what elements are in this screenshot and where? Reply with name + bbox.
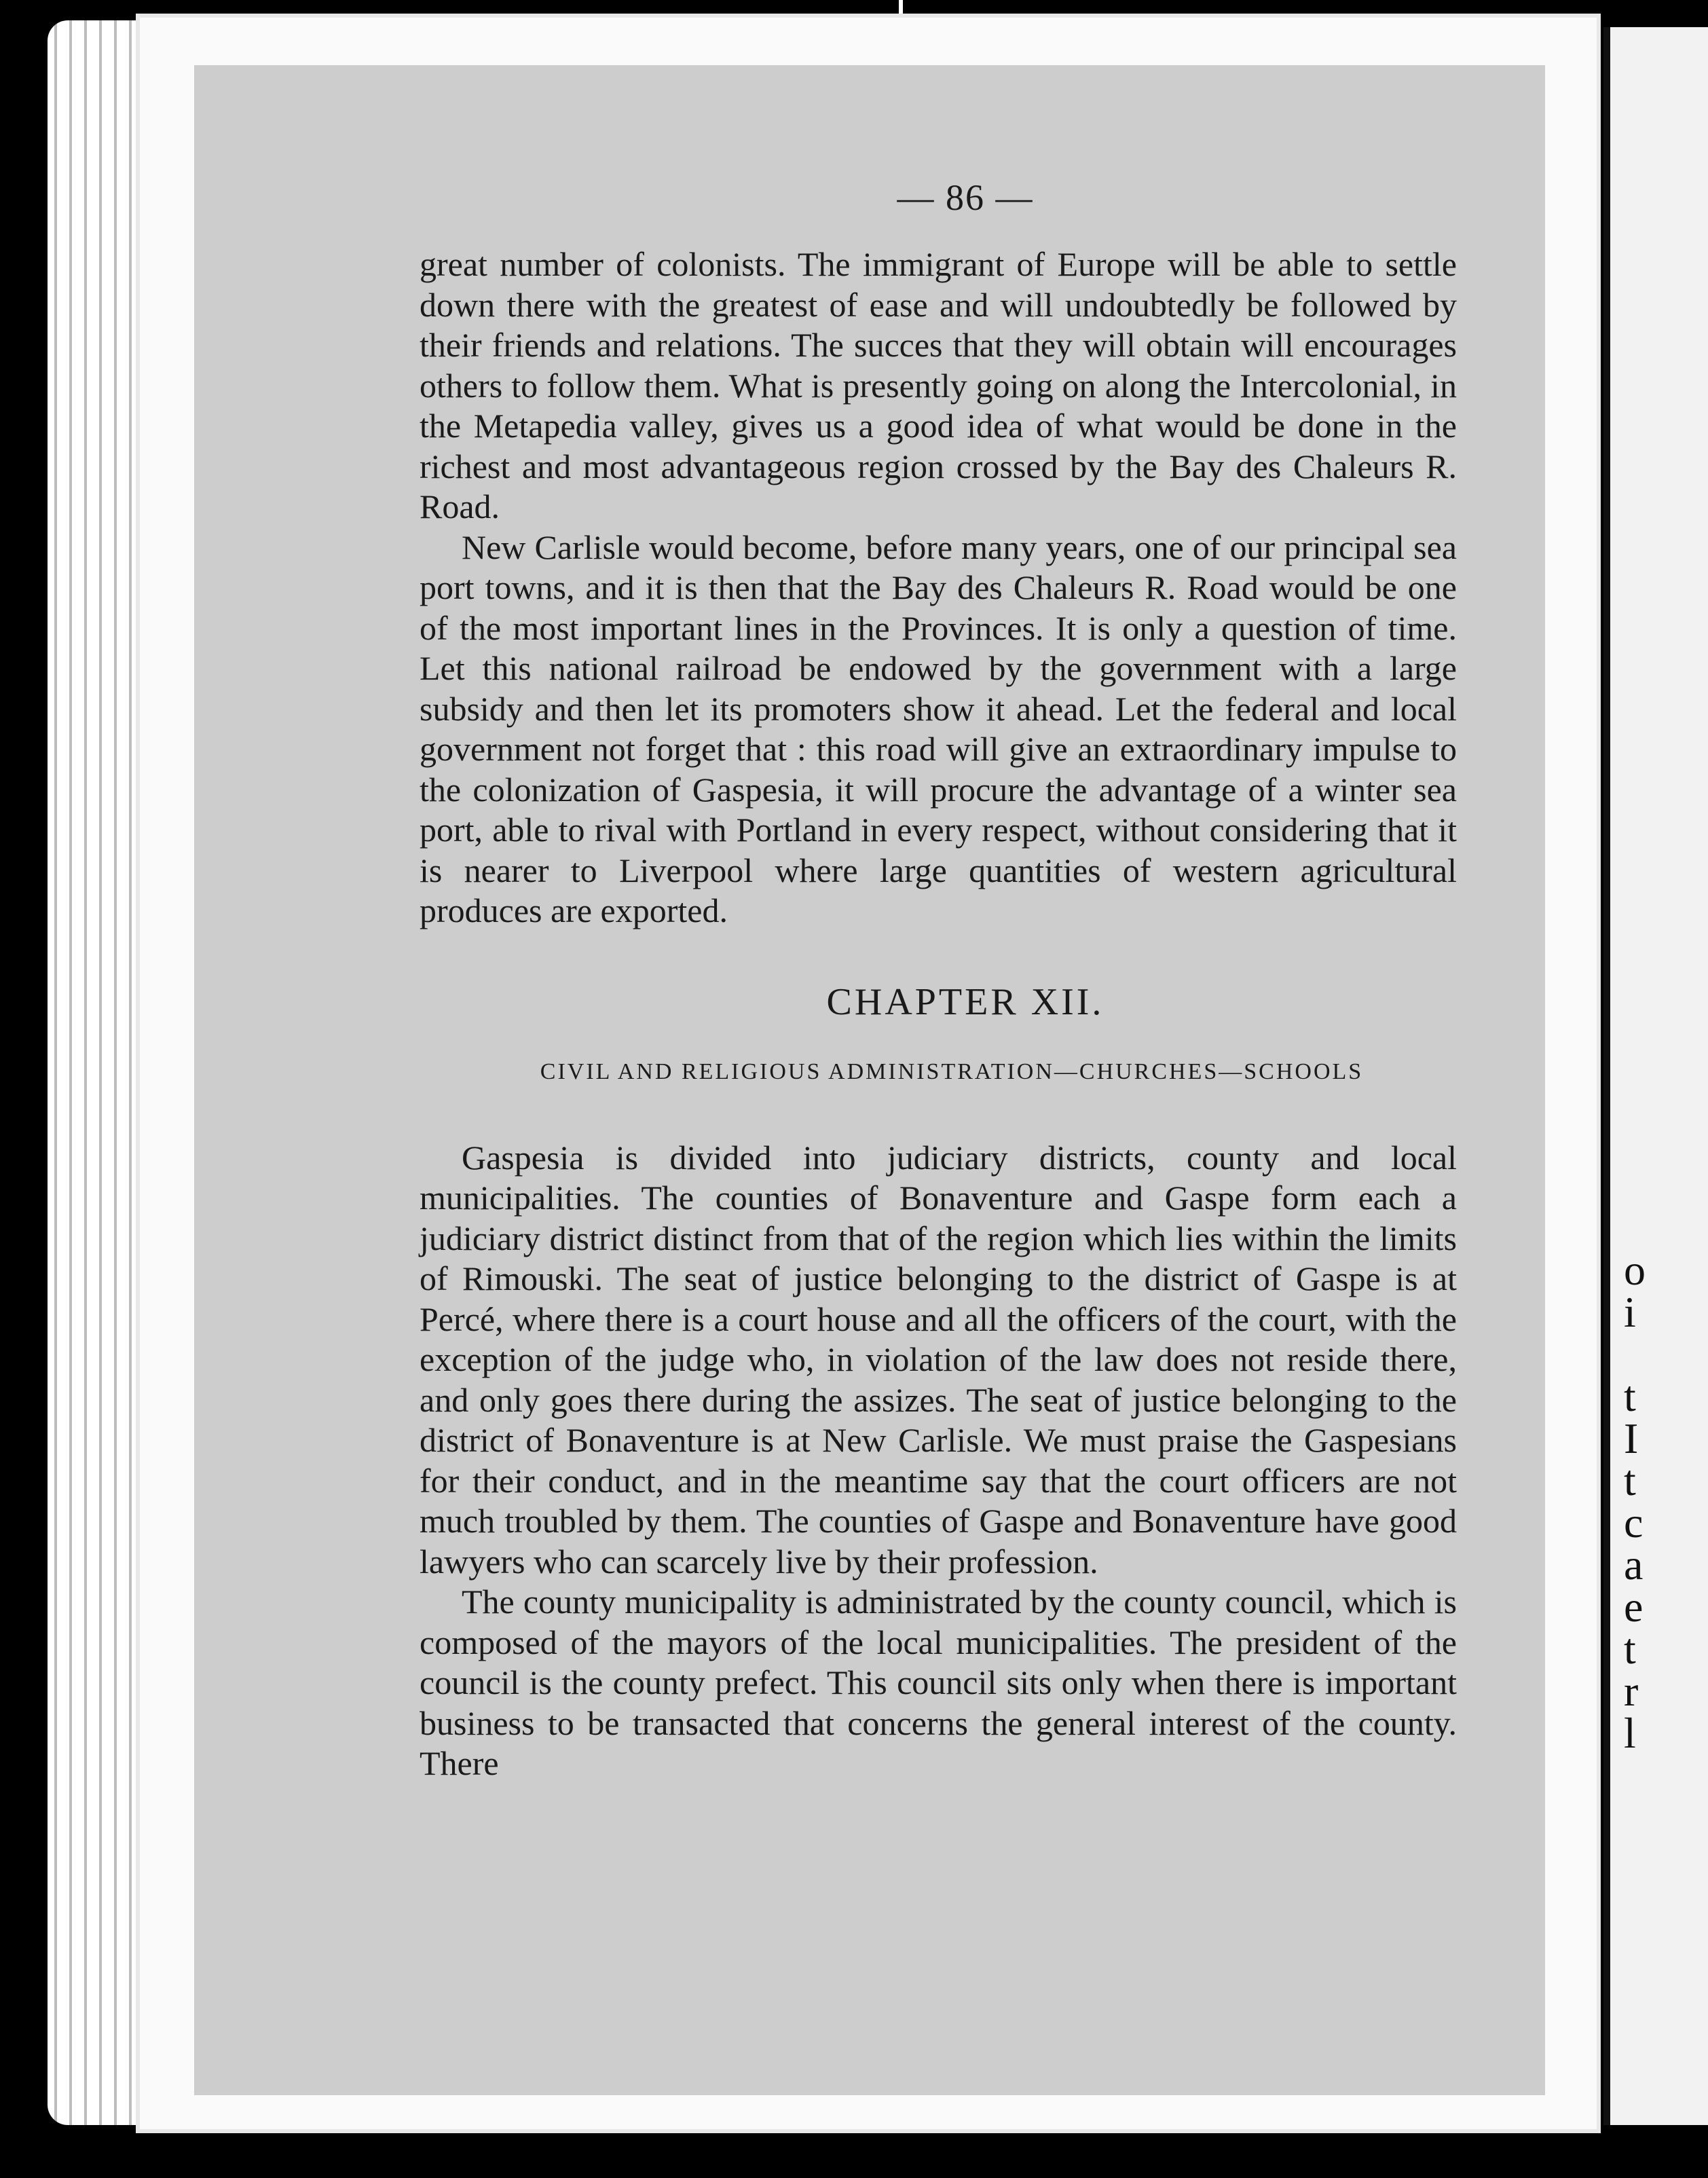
- chapter-title: CHAPTER XII.: [826, 980, 1104, 1023]
- page-content: [420, 177, 1457, 1784]
- chapter-subtitle: CIVIL AND RELIGIOUS ADMINISTRATION—CHURCHES—SCHOOLS: [540, 1058, 1364, 1084]
- facing-page-edge: [1603, 27, 1708, 2125]
- paragraph-1: great number of colonists. The immigrant of Europe will be able to settle down there with the greatest of ease and will undoubtedly be followed by their friends and relations. The succes that they will obtain will encourages others to follow them. What is presently going on along the Intercolonial, in the Metapedia valley, gives us a good idea of what would be done in the richest and most advantageous region crossed by the Bay des Chaleurs R. Road.: [420, 245, 1457, 525]
- facing-page-letters: o i t I t c a e t r l: [1624, 1246, 1646, 1757]
- page-number: — 86 —: [897, 177, 1034, 218]
- paragraph-3: Gaspesia is divided into judiciary districts, county and local municipalities. The counties of Bonaventure and Gaspe form each a judiciary district distinct from that of the region which lies within the limits of Rimouski. The seat of justice belonging to the district of Gaspe is at Percé, where there is a court house and all the officers of the court, with the exception of the judge who, in violation of the law does not reside there, and only goes there during the assizes. The seat of justice belonging to the district of Bonaventure is at New Carlisle. We must praise the Gaspesians for their conduct, and in the meantime say that the court officers are not much troubled by them. The counties of Gaspe and Bonaventure have good lawyers who can scarcely live by their profession.: [420, 1138, 1457, 1581]
- paragraph-2: New Carlisle would become, before many years, one of our principal sea port towns, and it is then that the Bay des Chaleurs R. Road would be one of the most important lines in the Provinces. It is only a question of time. Let this national railroad be endowed by the government with a large subsidy and then let its promoters show it ahead. Let the federal and local government not forget that : this road will give an extraordinary impulse to the colonization of Gaspesia, it will procure the advantage of a winter sea port, able to rival with Portland in every respect, without considering that it is nearer to Liverpool where large quantities of western agricultural produces are exported.: [420, 528, 1457, 929]
- paragraph-4: The county municipality is administrated by the county council, which is composed of the mayors of the local municipalities. The president of the council is the county prefect. This council sits only when there is important business to be transacted that concerns the general interest of the county. There: [420, 1583, 1457, 1782]
